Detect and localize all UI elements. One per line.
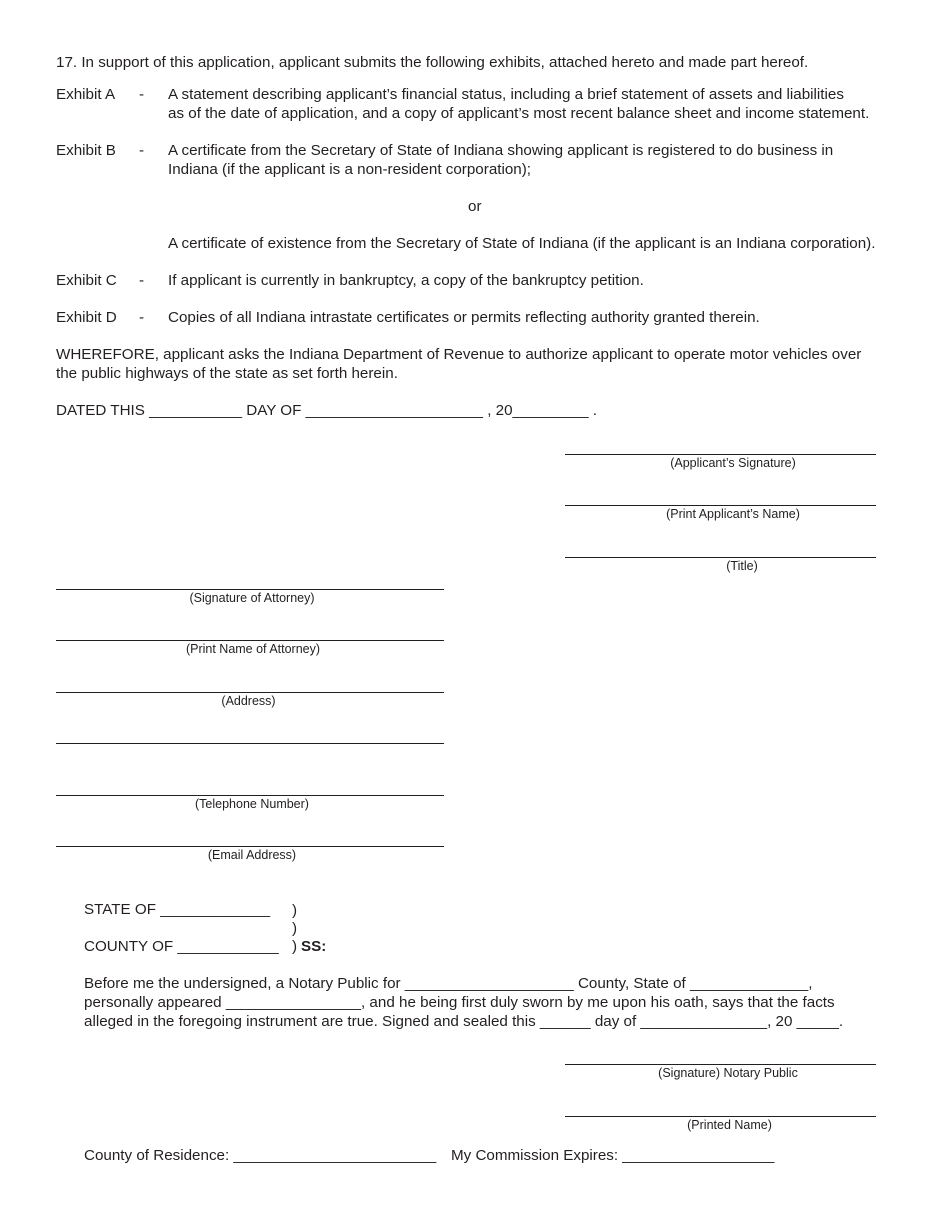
applicant-name-line[interactable] bbox=[565, 505, 876, 506]
exhibit-c-text: If applicant is currently in bankruptcy, a copy of the bankruptcy petition. bbox=[168, 272, 644, 289]
wherefore-line-2: the public highways of the state as set forth herein. bbox=[56, 365, 398, 382]
state-of-field[interactable]: STATE OF _____________ bbox=[84, 901, 271, 918]
applicant-title-line[interactable] bbox=[565, 557, 876, 558]
notary-signature-label: (Signature) Notary Public bbox=[658, 1066, 798, 1080]
applicant-name-label: (Print Applicant’s Name) bbox=[666, 507, 800, 521]
intro-paragraph: 17. In support of this application, applicant submits the following exhibits, attached hereto and made part hereof. bbox=[56, 54, 809, 71]
attorney-name-label: (Print Name of Attorney) bbox=[185, 642, 321, 656]
exhibit-b-text-line-2: Indiana (if the applicant is a non-resident corporation); bbox=[168, 161, 532, 178]
notary-body-line-1[interactable]: Before me the undersigned, a Notary Public for ____________________ County, State of ______________, bbox=[84, 975, 813, 992]
applicant-signature-line[interactable] bbox=[565, 454, 876, 455]
exhibit-b-label: Exhibit B bbox=[56, 142, 116, 159]
dated-this-line[interactable]: DATED THIS ___________ DAY OF _____________________ , 20_________ . bbox=[56, 402, 597, 419]
exhibit-d-text: Copies of all Indiana intrastate certificates or permits reflecting authority granted therein. bbox=[168, 309, 760, 326]
attorney-address-label: (Address) bbox=[221, 694, 276, 708]
exhibit-d-dash: - bbox=[139, 309, 145, 326]
exhibit-a-dash: - bbox=[139, 86, 145, 103]
exhibit-a-text-line-2: as of the date of application, and a copy of applicant’s most recent balance sheet and income statement. bbox=[168, 105, 870, 122]
attorney-name-line[interactable] bbox=[56, 640, 444, 641]
attorney-signature-label: (Signature of Attorney) bbox=[189, 591, 315, 605]
attorney-signature-line[interactable] bbox=[56, 589, 444, 590]
notary-body-line-3[interactable]: alleged in the foregoing instrument are true. Signed and sealed this ______ day of _______________, 20 _____. bbox=[84, 1013, 844, 1030]
ss-label: SS: bbox=[301, 938, 327, 955]
venue-paren-3: ) bbox=[292, 938, 298, 955]
attorney-address-line-2[interactable] bbox=[56, 743, 444, 744]
county-of-field[interactable]: COUNTY OF ____________ bbox=[84, 938, 279, 955]
exhibit-b-text-line-1: A certificate from the Secretary of State of Indiana showing applicant is registered to do business in bbox=[168, 142, 834, 159]
exhibit-a-label: Exhibit A bbox=[56, 86, 116, 103]
notary-printed-name-label: (Printed Name) bbox=[687, 1118, 772, 1132]
exhibit-a-text-line-1: A statement describing applicant’s financial status, including a brief statement of assets and liabilities bbox=[168, 86, 844, 103]
venue-paren-1: ) bbox=[292, 902, 298, 919]
attorney-telephone-label: (Telephone Number) bbox=[195, 797, 309, 811]
attorney-address-line[interactable] bbox=[56, 692, 444, 693]
attorney-telephone-line[interactable] bbox=[56, 795, 444, 796]
applicant-title-label: (Title) bbox=[726, 559, 758, 573]
notary-body-line-2[interactable]: personally appeared ________________, and he being first duly sworn by me upon his oath, says that the facts bbox=[84, 994, 835, 1011]
exhibit-b-dash: - bbox=[139, 142, 145, 159]
attorney-email-line[interactable] bbox=[56, 846, 444, 847]
exhibit-d-label: Exhibit D bbox=[56, 309, 117, 326]
or-text: or bbox=[468, 198, 482, 215]
existence-certificate-text: A certificate of existence from the Secretary of State of Indiana (if the applicant is an Indiana corporation). bbox=[168, 235, 876, 252]
wherefore-line-1: WHEREFORE, applicant asks the Indiana Department of Revenue to authorize applicant to operate motor vehicles over bbox=[56, 346, 862, 363]
attorney-email-label: (Email Address) bbox=[207, 848, 297, 862]
notary-printed-name-line[interactable] bbox=[565, 1116, 876, 1117]
venue-paren-2: ) bbox=[292, 920, 298, 937]
commission-expires-field[interactable]: My Commission Expires: __________________ bbox=[451, 1147, 775, 1164]
notary-signature-line[interactable] bbox=[565, 1064, 876, 1065]
exhibit-c-dash: - bbox=[139, 272, 145, 289]
applicant-signature-label: (Applicant’s Signature) bbox=[670, 456, 796, 470]
county-of-residence-field[interactable]: County of Residence: ________________________ bbox=[84, 1147, 437, 1164]
exhibit-c-label: Exhibit C bbox=[56, 272, 117, 289]
